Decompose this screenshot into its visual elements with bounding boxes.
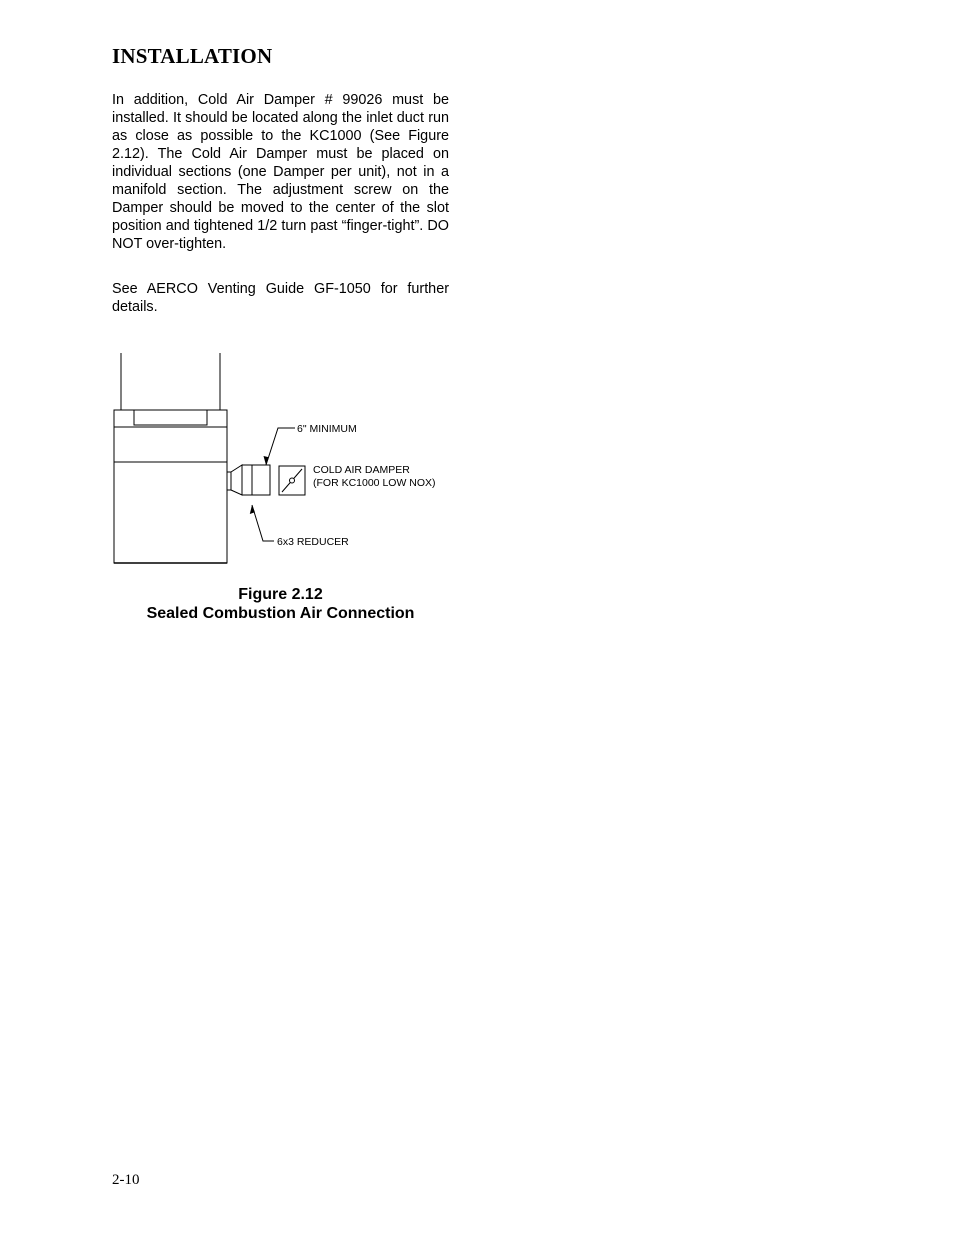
unit-body (114, 410, 227, 563)
damper-paragraph: In addition, Cold Air Damper # 99026 must be installed. It should be located along the inlet duct run as close as possible to the KC1000 (See Figure 2.12). The Cold Air Damper must be placed on individual sections (one Damper per unit), not in a manifold section. The adjustment screw on the Damper should be moved to the center of the slot position and tightened 1/2 turn past “finger-tight”. DO NOT over-tighten. (112, 92, 449, 252)
reducer-stub (227, 472, 231, 490)
combustion-air-diagram (100, 345, 460, 575)
minimum-label: 6" MINIMUM (297, 423, 357, 435)
page-title: INSTALLATION (112, 44, 273, 68)
reducer-cone (231, 465, 242, 495)
figure-number: Figure 2.12 (238, 586, 323, 603)
venting-guide-paragraph: See AERCO Venting Guide GF-1050 for further details. (112, 281, 449, 315)
minimum-leader (266, 428, 295, 465)
damper-pivot (290, 478, 295, 483)
pipe-section (242, 465, 270, 495)
reducer-leader (252, 505, 274, 541)
damper-label-line1: COLD AIR DAMPER (313, 464, 410, 476)
figure-title: Sealed Combustion Air Connection (146, 605, 415, 622)
damper-label-line2: (FOR KC1000 LOW NOX) (313, 477, 436, 489)
reducer-label: 6x3 REDUCER (277, 536, 349, 548)
unit-top-panel (134, 410, 207, 425)
minimum-arrowhead (264, 456, 269, 465)
page-number: 2-10 (112, 1172, 140, 1188)
